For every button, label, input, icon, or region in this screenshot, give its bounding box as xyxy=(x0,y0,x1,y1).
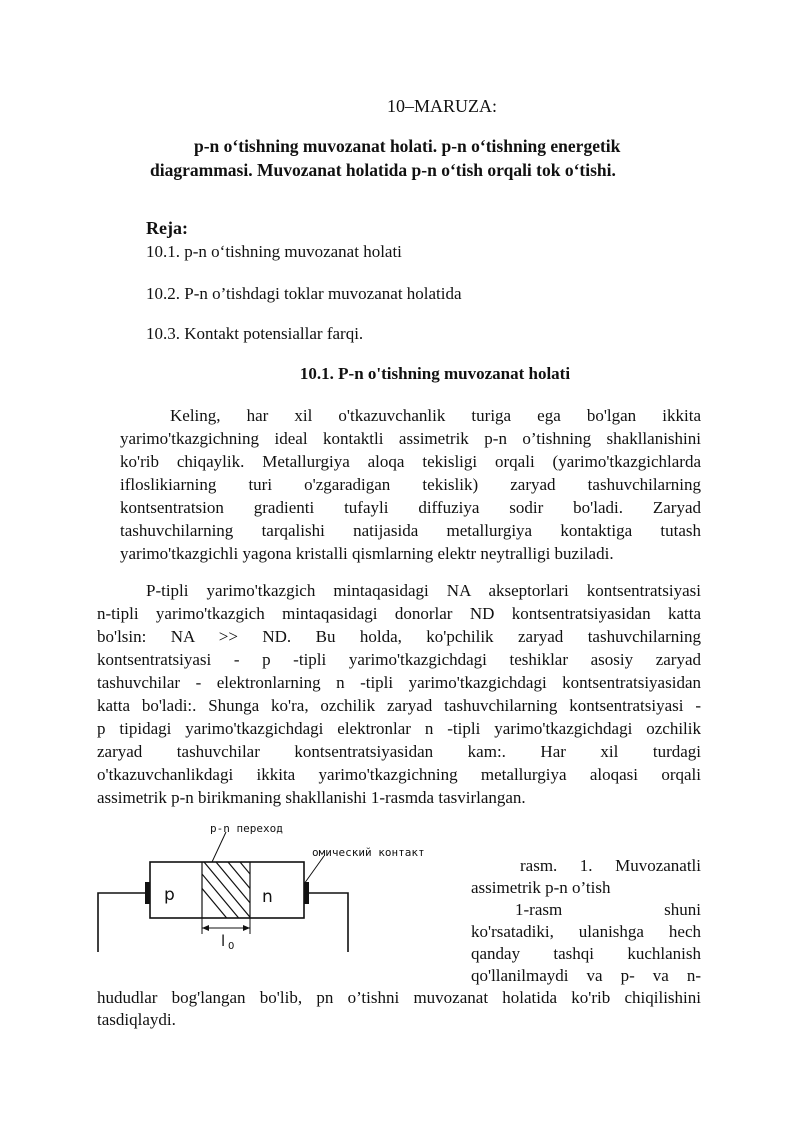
paragraph-line: p tipidagi yarimo'tkazgichdagi elektronlar n -tipli yarimo'tkazgichdagi ozchilik xyxy=(97,719,701,738)
section-heading: 10.1. P-n o'tishning muvozanat holati xyxy=(299,364,571,383)
plan-item: 10.2. P-n o’tishdagi toklar muvozanat holatida xyxy=(146,284,462,303)
n-region-label: n xyxy=(262,887,273,907)
caption-line: qo'llanilmaydi va p- va n- xyxy=(471,966,701,985)
caption-line: ko'rsatadiki, ulanishga hech xyxy=(471,922,701,941)
caption-line: 1-rasm shuni xyxy=(515,900,701,919)
paragraph-line: kontsentratsiyasi - p -tipli yarimo'tkazgichdagi teshiklar asosiy zaryad xyxy=(97,650,701,669)
paragraph-line: zaryad tashuvchilar kontsentratsiyasidan kam:. Har xil turdagi xyxy=(97,742,701,761)
caption-line: qanday tashqi kuchlanish xyxy=(471,944,701,963)
width-label-subscript: 0 xyxy=(228,941,235,952)
paragraph-line: ifloslikiarning turi o'zgaradigan tekislik) zaryad tashuvchilarning xyxy=(120,475,701,494)
paragraph-line: tasdiqlaydi. xyxy=(97,1010,176,1029)
paragraph-line: bo'lsin: NA >> ND. Bu holda, ko'pchilik zaryad tashuvchilarning xyxy=(97,627,701,646)
paragraph-line: Keling, har xil o'tkazuvchanlik turiga ega bo'lgan ikkita xyxy=(170,406,701,425)
paragraph-line: P-tipli yarimo'tkazgich mintaqasidagi NA akseptorlari kontsentratsiyasi xyxy=(146,581,701,600)
depletion-region xyxy=(180,862,290,922)
paragraph-line: kontsentratsion gradienti tufayli diffuziya sodir bo'ladi. Zaryad xyxy=(120,498,701,517)
ohmic-contact-left xyxy=(145,882,150,904)
p-region-label: p xyxy=(164,885,175,905)
paragraph-line: hududlar bog'langan bo'lib, pn o’tishni muvozanat holatida ko'rib chiqilishini xyxy=(97,988,701,1007)
caption-line: assimetrik p-n o’tish xyxy=(471,878,611,897)
paragraph-line: katta bo'ladi:. Shunga ko'ra, ozchilik zaryad tashuvchilarning kontsentratsiyasi - xyxy=(97,696,701,715)
paragraph-line: tashuvchilar - elektronlarning n -tipli yarimo'tkazgichdagi kontsentratsiyasidan xyxy=(97,673,701,692)
plan-heading: Reja: xyxy=(146,218,188,238)
paragraph-line: ko'rib chiqaylik. Metallurgiya aloqa tekisligi orqali (yarimo'tkazgichlarda xyxy=(120,452,701,471)
pn-junction-figure xyxy=(92,812,452,952)
lecture-title-line-1: p-n o‘tishning muvozanat holati. p-n o‘tishning energetik xyxy=(194,136,621,156)
plan-item: 10.1. p-n o‘tishning muvozanat holati xyxy=(146,242,402,261)
paragraph-line: n-tipli yarimo'tkazgich mintaqasidagi donorlar ND kontsentratsiyasidan katta xyxy=(97,604,701,623)
paragraph-line: o'tkazuvchanlikdagi ikkita yarimo'tkazgichning metallurgiya aloqasi orqali xyxy=(97,765,701,784)
paragraph-line: yarimo'tkazgichning ideal kontaktli assimetrik p-n o’tishning shakllanishini xyxy=(120,429,701,448)
caption-line: rasm. 1. Muvozanatli xyxy=(520,856,701,875)
junction-label: p-n переход xyxy=(210,822,283,835)
ohmic-contact-right xyxy=(304,882,309,904)
paragraph-line: yarimo'tkazgichli yagona kristalli qismlarning elektr neytralligi buziladi. xyxy=(120,544,614,563)
paragraph-line: tashuvchilarning tarqalishi natijasida metallurgiya kontaktiga tutash xyxy=(120,521,701,540)
paragraph-line: assimetrik p-n birikmaning shakllanishi 1-rasmda tasvirlangan. xyxy=(97,788,526,807)
lecture-title-line-2: diagrammasi. Muvozanat holatida p-n o‘tish orqali tok o‘tishi. xyxy=(150,160,616,180)
ohmic-contact-label: омический контакт xyxy=(312,846,425,859)
lecture-number: 10–MARUZA: xyxy=(386,96,497,116)
plan-item: 10.3. Kontakt potensiallar farqi. xyxy=(146,324,364,343)
width-label: l xyxy=(221,932,226,950)
